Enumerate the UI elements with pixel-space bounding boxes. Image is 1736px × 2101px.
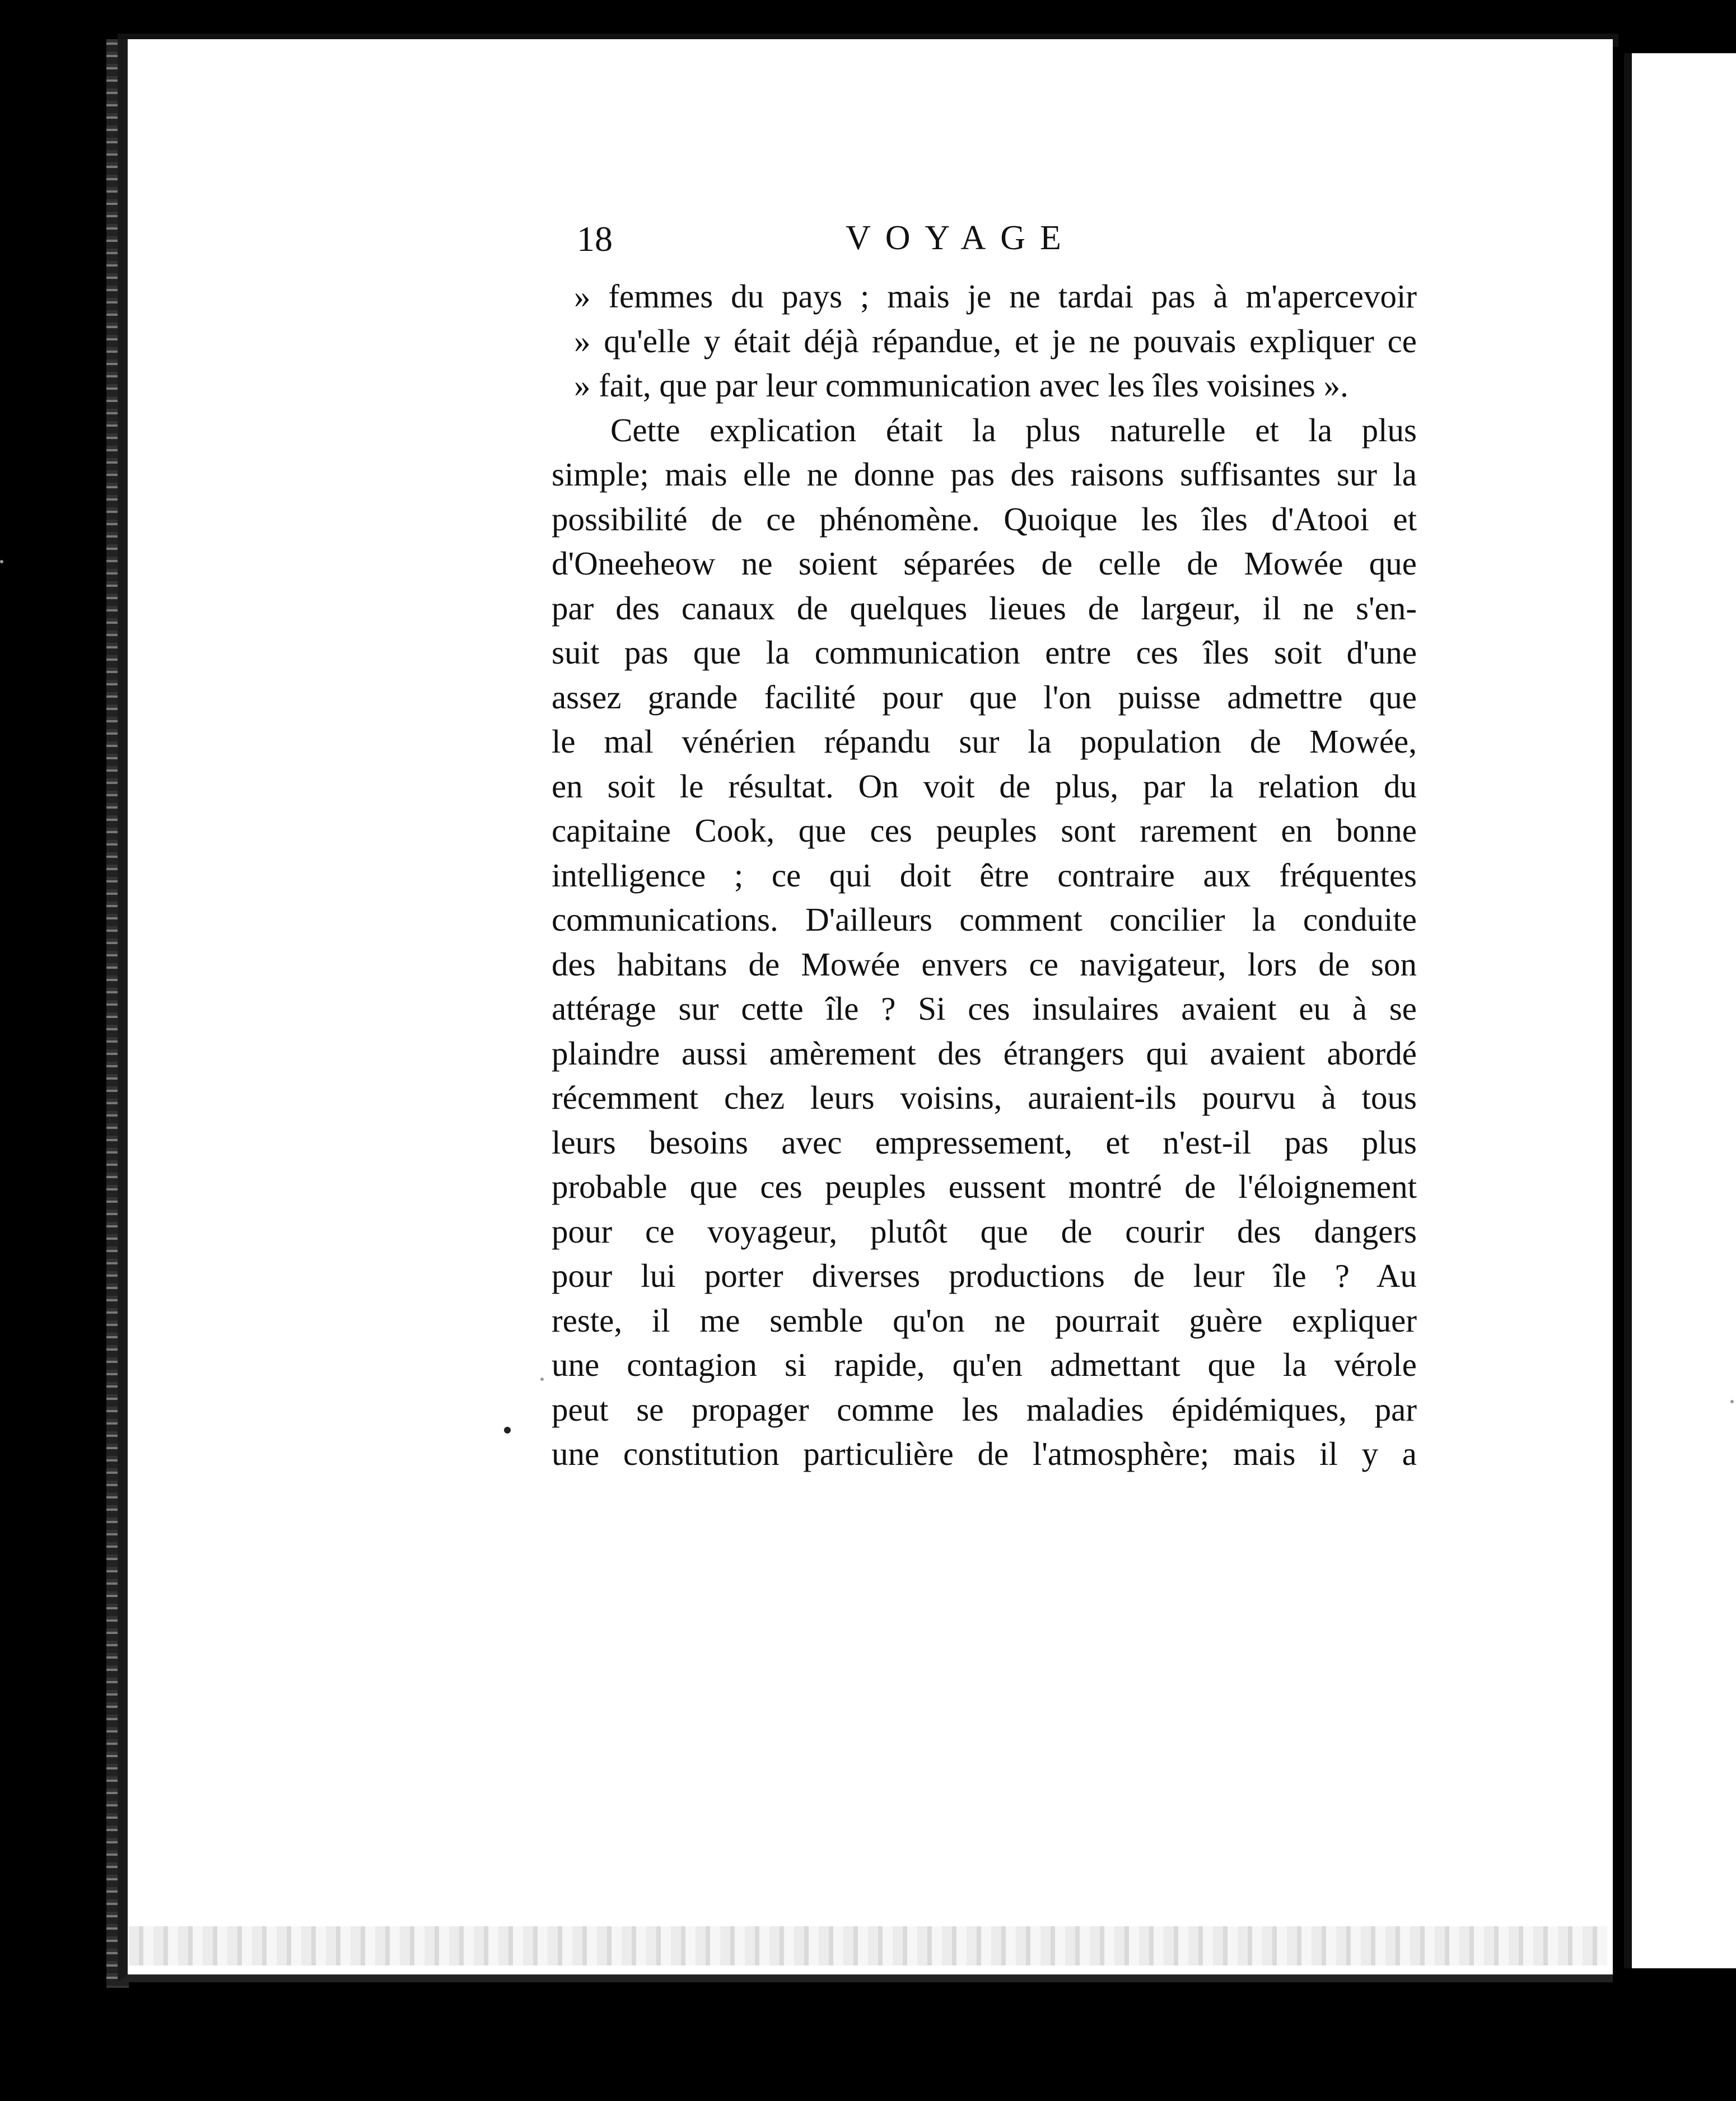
page-deckle-edge bbox=[129, 1926, 1607, 1965]
scan-speck bbox=[0, 560, 3, 563]
text-line: pour lui porter diverses productions de leur île ? Au bbox=[552, 1257, 1417, 1294]
text-line: simple; mais elle ne donne pas des raisons suffisantes sur la bbox=[552, 456, 1417, 493]
text-line: Cette explication était la plus naturelle et la plus bbox=[610, 411, 1417, 449]
running-head bbox=[552, 218, 1417, 274]
text-line: pour ce voyageur, plutôt que de courir des dangers bbox=[552, 1212, 1417, 1250]
text-block bbox=[552, 218, 1417, 1477]
text-line: suit pas que la communication entre ces îles soit d'une bbox=[552, 634, 1417, 671]
text-line: une constitution particulière de l'atmosphère; mais il y a bbox=[552, 1435, 1417, 1472]
text-line: possibilité de ce phénomène. Quoique les îles d'Atooi et bbox=[552, 500, 1417, 538]
text-line: communications. D'ailleurs comment concilier la conduite bbox=[552, 901, 1417, 938]
scan-speck bbox=[1730, 1400, 1734, 1403]
text-line: capitaine Cook, que ces peuples sont rarement en bonne bbox=[552, 812, 1417, 849]
text-line: des habitans de Mowée envers ce navigateur, lors de son bbox=[552, 945, 1417, 983]
text-line: attérage sur cette île ? Si ces insulaires avaient eu à se bbox=[552, 990, 1417, 1027]
running-title: VOYAGE bbox=[846, 219, 1076, 257]
text-line: en soit le résultat. On voit de plus, par la relation du bbox=[552, 767, 1417, 805]
text-line: reste, il me semble qu'on ne pourrait guère expliquer bbox=[552, 1301, 1417, 1339]
text-line: leurs besoins avec empressement, et n'est-il pas plus bbox=[552, 1123, 1417, 1161]
facing-page-edge bbox=[1624, 53, 1736, 1968]
text-line: assez grande facilité pour que l'on puisse admettre que bbox=[552, 678, 1417, 716]
text-line: » femmes du pays ; mais je ne tardai pas à m'apercevoir bbox=[574, 278, 1417, 315]
margin-mark bbox=[504, 1427, 511, 1434]
text-line: probable que ces peuples eussent montré de l'éloignement bbox=[552, 1168, 1417, 1205]
text-line: plaindre aussi amèrement des étrangers qui avaient abordé bbox=[552, 1034, 1417, 1072]
page-number: 18 bbox=[577, 219, 613, 259]
text-line: peut se propager comme les maladies épidémiques, par bbox=[552, 1390, 1417, 1428]
text-line: par des canaux de quelques lieues de largeur, il ne s'en- bbox=[552, 589, 1417, 627]
text-line: une contagion si rapide, qu'en admettant que la vérole bbox=[552, 1346, 1417, 1383]
text-line: le mal vénérien répandu sur la population de Mowée, bbox=[552, 723, 1417, 760]
text-line: » qu'elle y était déjà répandue, et je ne pouvais expliquer ce bbox=[574, 322, 1417, 359]
text-line: » fait, que par leur communication avec les îles voisines ». bbox=[574, 367, 1348, 404]
text-line: d'Oneeheow ne soient séparées de celle de Mowée que bbox=[552, 545, 1417, 582]
text-line: intelligence ; ce qui doit être contraire aux fréquentes bbox=[552, 856, 1417, 894]
scan-speck bbox=[540, 1378, 544, 1381]
text-line: récemment chez leurs voisins, auraient-ils pourvu à tous bbox=[552, 1079, 1417, 1116]
